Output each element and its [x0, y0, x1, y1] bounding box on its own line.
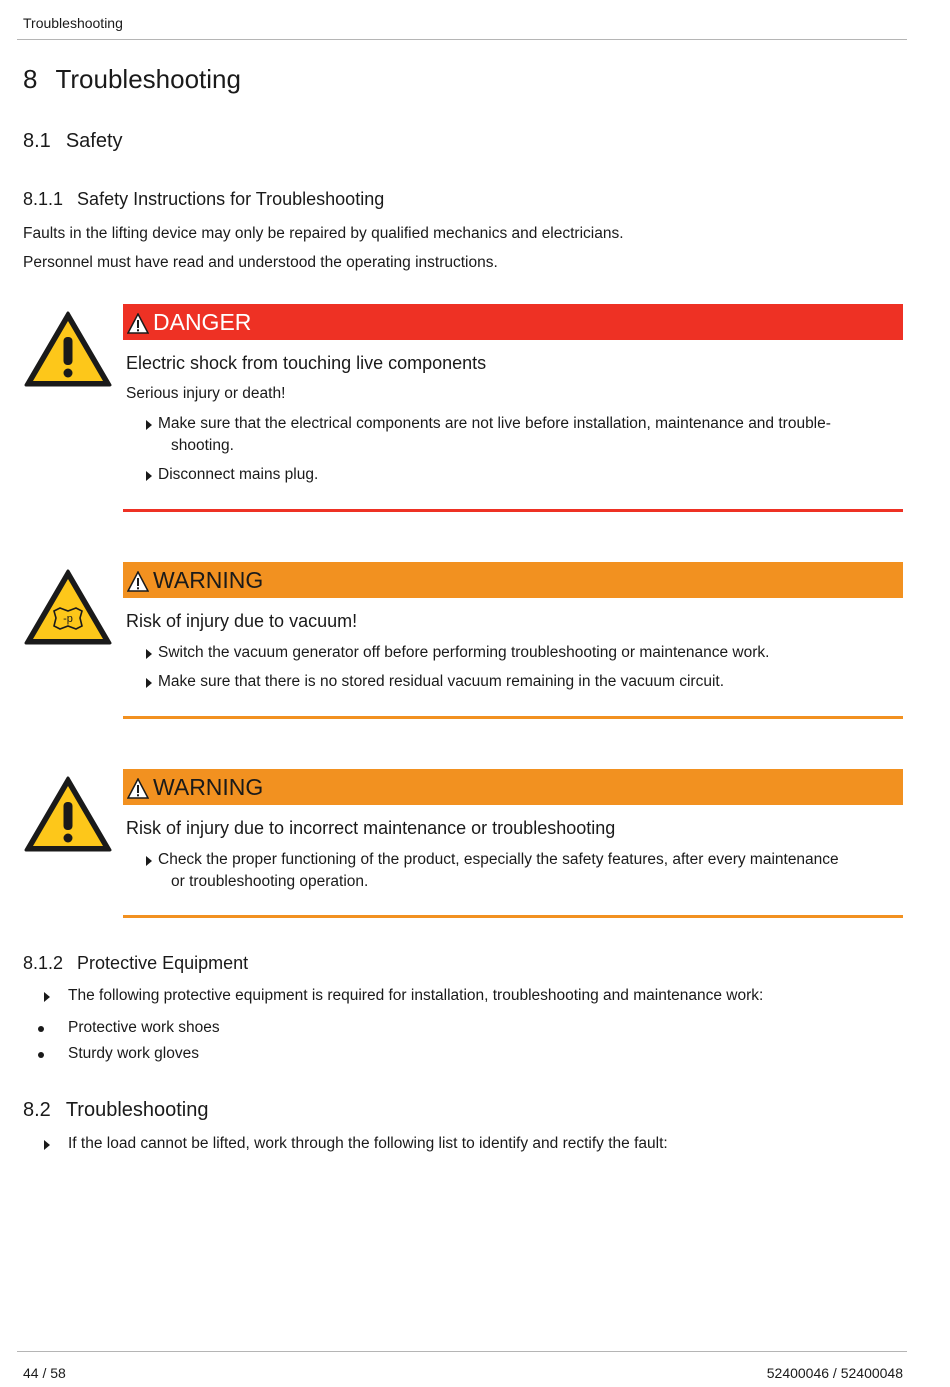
- step-arrow-icon: [146, 471, 152, 481]
- notice-end-rule: [123, 716, 903, 719]
- bullet: [38, 1026, 44, 1032]
- signal-word: DANGER: [153, 309, 252, 335]
- instruction-step: If the load cannot be lifted, work through the following list to identify and rectify the fault:: [44, 1135, 668, 1153]
- running-header: Troubleshooting: [23, 15, 123, 31]
- danger-signal-bar: [123, 304, 903, 340]
- notice-step: Check the proper functioning of the product, especially the safety features, after every maintenance or troubleshooting operation.: [146, 849, 896, 893]
- vacuum-warning-icon: [24, 568, 112, 646]
- notice-consequence: Serious injury or death!: [126, 385, 286, 402]
- notice-step: Make sure that there is no stored residual vacuum remaining in the vacuum circuit.: [146, 671, 896, 693]
- section-heading-8-2: [23, 1099, 209, 1122]
- small-warning-icon: [127, 774, 149, 796]
- section-heading-8-1: [23, 130, 123, 153]
- footer-rule: [17, 1351, 907, 1352]
- small-warning-icon: [127, 567, 149, 589]
- section-title: Safety Instructions for Troubleshooting: [77, 189, 385, 209]
- list-item: Protective work shoes: [38, 1019, 220, 1037]
- chapter-title: Troubleshooting: [55, 64, 241, 94]
- step-arrow-icon: [44, 1140, 50, 1150]
- general-warning-icon: [24, 310, 112, 388]
- section-number: 8.2: [23, 1099, 51, 1121]
- step-arrow-icon: [146, 420, 152, 430]
- notice-end-rule: [123, 915, 903, 918]
- section-title: Troubleshooting: [65, 1099, 209, 1121]
- paragraph: Personnel must have read and understood the operating instructions.: [23, 254, 498, 271]
- section-title: Safety: [65, 130, 123, 152]
- general-warning-icon: [24, 775, 112, 853]
- notice-step: Switch the vacuum generator off before performing troubleshooting or maintenance work.: [146, 642, 896, 664]
- section-title: Protective Equipment: [77, 953, 249, 973]
- step-arrow-icon: [146, 856, 152, 866]
- notice-end-rule: [123, 509, 903, 512]
- warning-signal-bar: [123, 562, 903, 598]
- section-number: 8.1.1: [23, 189, 64, 209]
- step-arrow-icon: [44, 992, 50, 1002]
- notice-title: Risk of injury due to incorrect maintenance or troubleshooting: [126, 818, 616, 838]
- warning-signal-bar: [123, 769, 903, 805]
- chapter-heading: [23, 64, 241, 95]
- list-item: Sturdy work gloves: [38, 1045, 199, 1063]
- instruction-step: The following protective equipment is required for installation, troubleshooting and maintenance work:: [44, 987, 763, 1005]
- small-warning-icon: [127, 309, 149, 331]
- bullet: [38, 1052, 44, 1058]
- section-number: 8.1: [23, 130, 51, 152]
- section-heading-8-1-2: [23, 953, 248, 974]
- section-heading-8-1-1: [23, 189, 384, 210]
- notice-title: Electric shock from touching live components: [126, 353, 487, 373]
- step-arrow-icon: [146, 649, 152, 659]
- vacuum-icon-label: -p: [63, 613, 73, 625]
- document-numbers: 52400046 / 52400048: [766, 1365, 903, 1381]
- section-number: 8.1.2: [23, 953, 64, 973]
- notice-title: Risk of injury due to vacuum!: [126, 611, 358, 631]
- paragraph: Faults in the lifting device may only be repaired by qualified mechanics and electricians.: [23, 225, 624, 242]
- notice-step: Make sure that the electrical components are not live before installation, maintenance and trouble- shooting.: [146, 413, 896, 457]
- signal-word: WARNING: [153, 774, 264, 800]
- header-rule: [17, 39, 907, 40]
- notice-step: Disconnect mains plug.: [146, 464, 896, 486]
- page-number: 44 / 58: [23, 1365, 66, 1381]
- step-arrow-icon: [146, 678, 152, 688]
- signal-word: WARNING: [153, 567, 264, 593]
- chapter-number: 8: [23, 64, 38, 94]
